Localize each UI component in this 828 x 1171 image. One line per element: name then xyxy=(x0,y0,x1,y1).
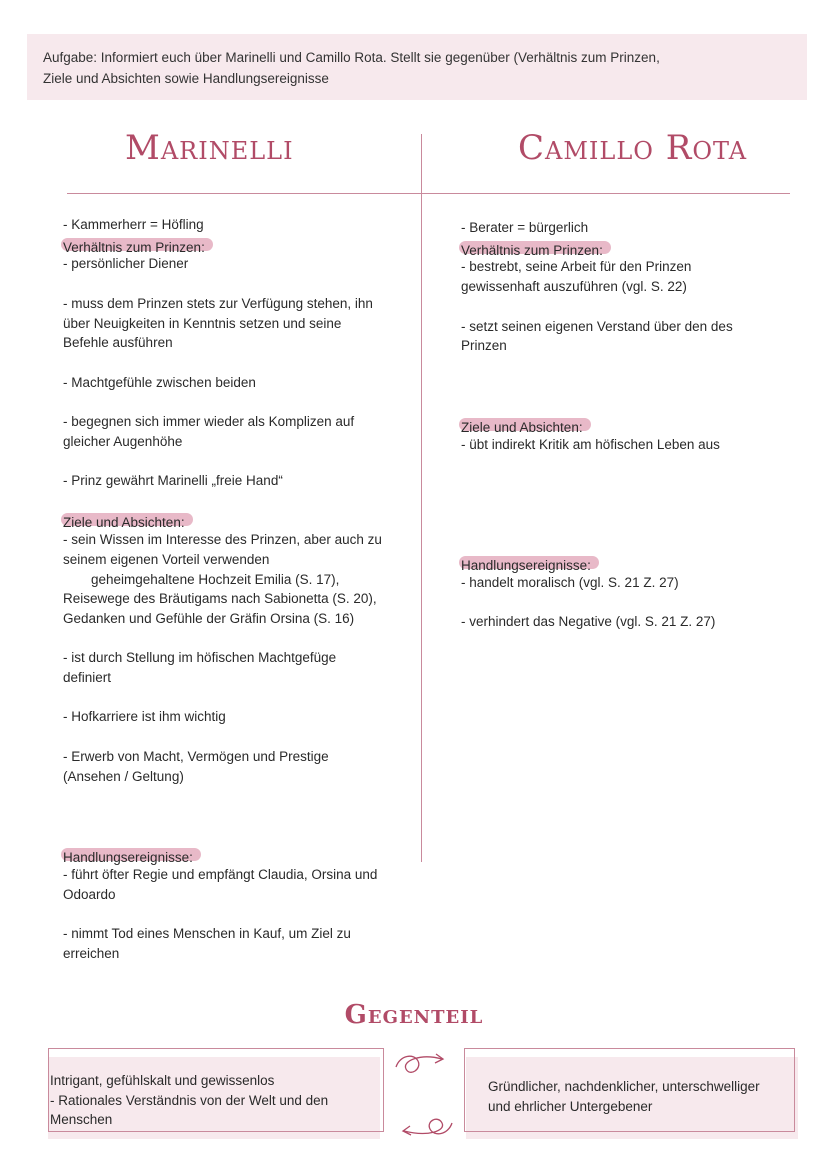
task-box xyxy=(27,34,807,100)
task-line-1: Aufgabe: Informiert euch über Marinelli und Camillo Rota. Stellt sie gegenüber (Verhältnis zum Prinzen, xyxy=(43,50,660,65)
task-line-2: Ziele und Absichten sowie Handlungsereignisse xyxy=(43,71,329,86)
text-line: Gründlicher, nachdenklicher, unterschwelliger xyxy=(488,1079,760,1094)
marinelli-heading-ziele: Ziele und Absichten: xyxy=(61,513,193,526)
text-line: - führt öfter Regie und empfängt Claudia, Orsina und xyxy=(63,867,378,883)
text-line: seinem eigenen Vorteil verwenden xyxy=(63,551,270,567)
text-line: geheimgehaltene Hochzeit Emilia (S. 17), xyxy=(91,571,340,587)
marinelli-heading-handlung: Handlungsereignisse: xyxy=(61,848,201,861)
text-line: - verhindert das Negative (vgl. S. 21 Z. 27) xyxy=(461,613,716,629)
text-line: Befehle ausführen xyxy=(63,335,173,351)
text-line: Intrigant, gefühlskalt und gewissenlos xyxy=(50,1073,275,1088)
text-line: gleicher Augenhöhe xyxy=(63,433,183,449)
text-line: - Machtgefühle zwischen beiden xyxy=(63,374,256,390)
left-summary-text xyxy=(50,1071,370,1130)
text-line: (Ansehen / Geltung) xyxy=(63,768,184,784)
text-line: - ist durch Stellung im höfischen Machtgefüge xyxy=(63,650,337,666)
rota-heading-ziele: Ziele und Absichten: xyxy=(459,418,591,431)
text-line: Menschen xyxy=(50,1112,113,1128)
rota-column xyxy=(461,218,781,632)
text-line: - nimmt Tod eines Menschen in Kauf, um Ziel zu xyxy=(63,926,351,942)
text-line: - sein Wissen im Interesse des Prinzen, aber auch zu xyxy=(63,532,382,548)
text-line: - setzt seinen eigenen Verstand über den des xyxy=(461,318,733,334)
marinelli-heading-verhaeltnis: Verhältnis zum Prinzen: xyxy=(61,238,213,251)
text-line: Reisewege des Bräutigams nach Sabionetta (S. 20), xyxy=(63,591,377,607)
marinelli-column xyxy=(63,215,408,964)
vertical-divider xyxy=(421,134,422,862)
title-marinelli: Marinelli xyxy=(125,128,294,168)
text-line: - Prinz gewährt Marinelli „freie Hand“ xyxy=(63,473,283,489)
marinelli-role: - Kammerherr = Höfling xyxy=(63,217,204,232)
right-summary-text xyxy=(488,1077,788,1116)
text-line: Gedanken und Gefühle der Gräfin Orsina (S. 16) xyxy=(63,610,355,626)
text-line: - bestrebt, seine Arbeit für den Prinzen xyxy=(461,259,692,275)
swap-arrows-icon xyxy=(390,1045,460,1140)
horizontal-divider xyxy=(67,193,790,194)
title-camillo-rota: Camillo Rota xyxy=(518,128,748,168)
text-line: - persönlicher Diener xyxy=(63,256,189,272)
text-line: über Neuigkeiten in Kenntnis setzen und seine xyxy=(63,315,342,331)
text-line: und ehrlicher Untergebener xyxy=(488,1098,653,1114)
text-line: gewissenhaft auszuführen (vgl. S. 22) xyxy=(461,279,687,295)
gegenteil-title: Gegenteil xyxy=(344,1000,484,1030)
rota-heading-verhaeltnis: Verhältnis zum Prinzen: xyxy=(459,241,611,254)
text-line: Odoardo xyxy=(63,886,116,902)
text-line: - handelt moralisch (vgl. S. 21 Z. 27) xyxy=(461,574,679,590)
text-line: erreichen xyxy=(63,945,120,961)
text-line: - übt indirekt Kritik am höfischen Leben aus xyxy=(461,436,720,452)
rota-heading-handlung: Handlungsereignisse: xyxy=(459,556,599,569)
text-line: - begegnen sich immer wieder als Komplizen auf xyxy=(63,413,355,429)
text-line: - Hofkarriere ist ihm wichtig xyxy=(63,709,226,725)
rota-role: - Berater = bürgerlich xyxy=(461,220,589,235)
text-line: Prinzen xyxy=(461,338,507,354)
text-line: - Erwerb von Macht, Vermögen und Prestige xyxy=(63,748,329,764)
text-line: - muss dem Prinzen stets zur Verfügung stehen, ihn xyxy=(63,295,373,311)
text-line: - Rationales Verständnis von der Welt und den xyxy=(50,1092,329,1108)
text-line: definiert xyxy=(63,670,112,686)
